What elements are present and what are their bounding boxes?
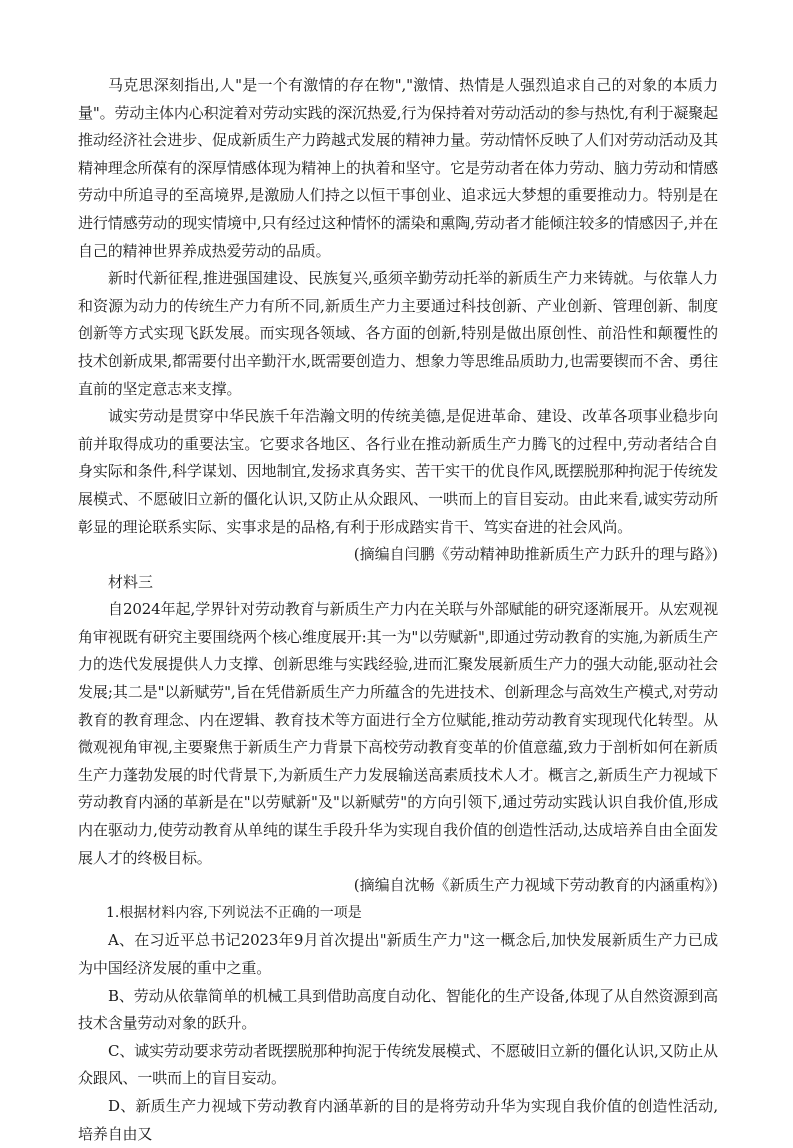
source-citation: (摘编自闫鹏《劳动精神助推新质生产力跃升的理与路》) — [353, 545, 718, 564]
material-heading: 材料三 — [108, 572, 154, 591]
document-page — [78, 72, 718, 1148]
answer-option-d: D、新质生产力视域下劳动教育内涵革新的目的是将劳动升华为实现自我价值的创造性活动,培养自由又 — [78, 1096, 718, 1143]
answer-option-a: A、在习近平总书记2023年9月首次提出"新质生产力"这一概念后,加快发展新质生产力已成为中国经济发展的重中之重。 — [78, 931, 718, 977]
body-paragraph: 马克思深刻指出,人"是一个有激情的存在物","激情、热情是人强烈追求自己的对象的本质力量"。劳动主体内心积淀着对劳动实践的深沉热爱,行为保持着对劳动活动的参与热忱,有利于凝聚起推动经济社会进步、促成新质生产力跨越式发展的精神力量。劳动情怀反映了人们对劳动活动及其精神理念所葆有的深厚情感体现为精神上的执着和坚守。它是劳动者在体力劳动、脑力劳动和情感劳动中所追寻的至高境界,是激励人们持之以恒干事创业、追求远大梦想的重要推动力。特别是在进行情感劳动的现实情境中,只有经过这种情怀的濡染和熏陶,劳动者才能倾注较多的情感因子,并在自己的精神世界养成热爱劳动的品质。 — [78, 76, 718, 260]
body-paragraph: 诚实劳动是贯穿中华民族千年浩瀚文明的传统美德,是促进革命、建设、改革各项事业稳步向前并取得成功的重要法宝。它要求各地区、各行业在推动新质生产力腾飞的过程中,劳动者结合自身实际和条件,科学谋划、因地制宜,发扬求真务实、苦干实干的优良作风,既摆脱那种拘泥于传统发展模式、不愿破旧立新的僵化认识,又防止从众跟风、一哄而上的盲目妄动。由此来看,诚实劳动所彰显的理论联系实际、实事求是的品格,有利于形成踏实肯干、笃实奋进的社会风尚。 — [78, 407, 718, 536]
question-stem: 1.根据材料内容,下列说法不正确的一项是 — [106, 904, 362, 921]
body-paragraph: 自2024年起,学界针对劳动教育与新质生产力内在关联与外部赋能的研究逐渐展开。从宏观视角审视既有研究主要围绕两个核心维度展开:其一为"以劳赋新",即通过劳动教育的实施,为新质生产力的迭代发展提供人力支撑、创新思维与实践经验,进而汇聚发展新质生产力的强大动能,驱动社会发展;其二是"以新赋劳",旨在凭借新质生产力所蕴含的先进技术、创新理念与高效生产模式,对劳动教育的教育理念、内在逻辑、教育技术等方面进行全方位赋能,推动劳动教育实现现代化转型。从微观视角审视,主要聚焦于新质生产力背景下高校劳动教育变革的价值意蕴,致力于剖析如何在新质生产力蓬勃发展的时代背景下,为新质生产力发展输送高素质技术人才。概言之,新质生产力视域下劳动教育内涵的革新是在"以劳赋新"及"以新赋劳"的方向引领下,通过劳动实践认识自我价值,形成内在驱动力,使劳动教育从单纯的谋生手段升华为实现自我价值的创造性活动,达成培养自由全面发展人才的终极目标。 — [78, 600, 718, 867]
source-citation: (摘编自沈畅《新质生产力视域下劳动教育的内涵重构》) — [353, 876, 718, 895]
body-paragraph: 新时代新征程,推进强国建设、民族复兴,亟须辛勤劳动托举的新质生产力来铸就。与依靠人力和资源为动力的传统生产力有所不同,新质生产力主要通过科技创新、产业创新、管理创新、制度创新等方式实现飞跃发展。而实现各领域、各方面的创新,特别是做出原创性、前沿性和颠覆性的技术创新成果,都需要付出辛勤汗水,既需要创造力、想象力等思维品质助力,也需要锲而不舍、勇往直前的坚定意志来支撑。 — [78, 269, 718, 398]
answer-option-c: C、诚实劳动要求劳动者既摆脱那种拘泥于传统发展模式、不愿破旧立新的僵化认识,又防止从众跟风、一哄而上的盲目妄动。 — [78, 1041, 718, 1088]
answer-option-b: B、劳动从依靠简单的机械工具到借助高度自动化、智能化的生产设备,体现了从自然资源到高技术含量劳动对象的跃升。 — [78, 986, 718, 1033]
